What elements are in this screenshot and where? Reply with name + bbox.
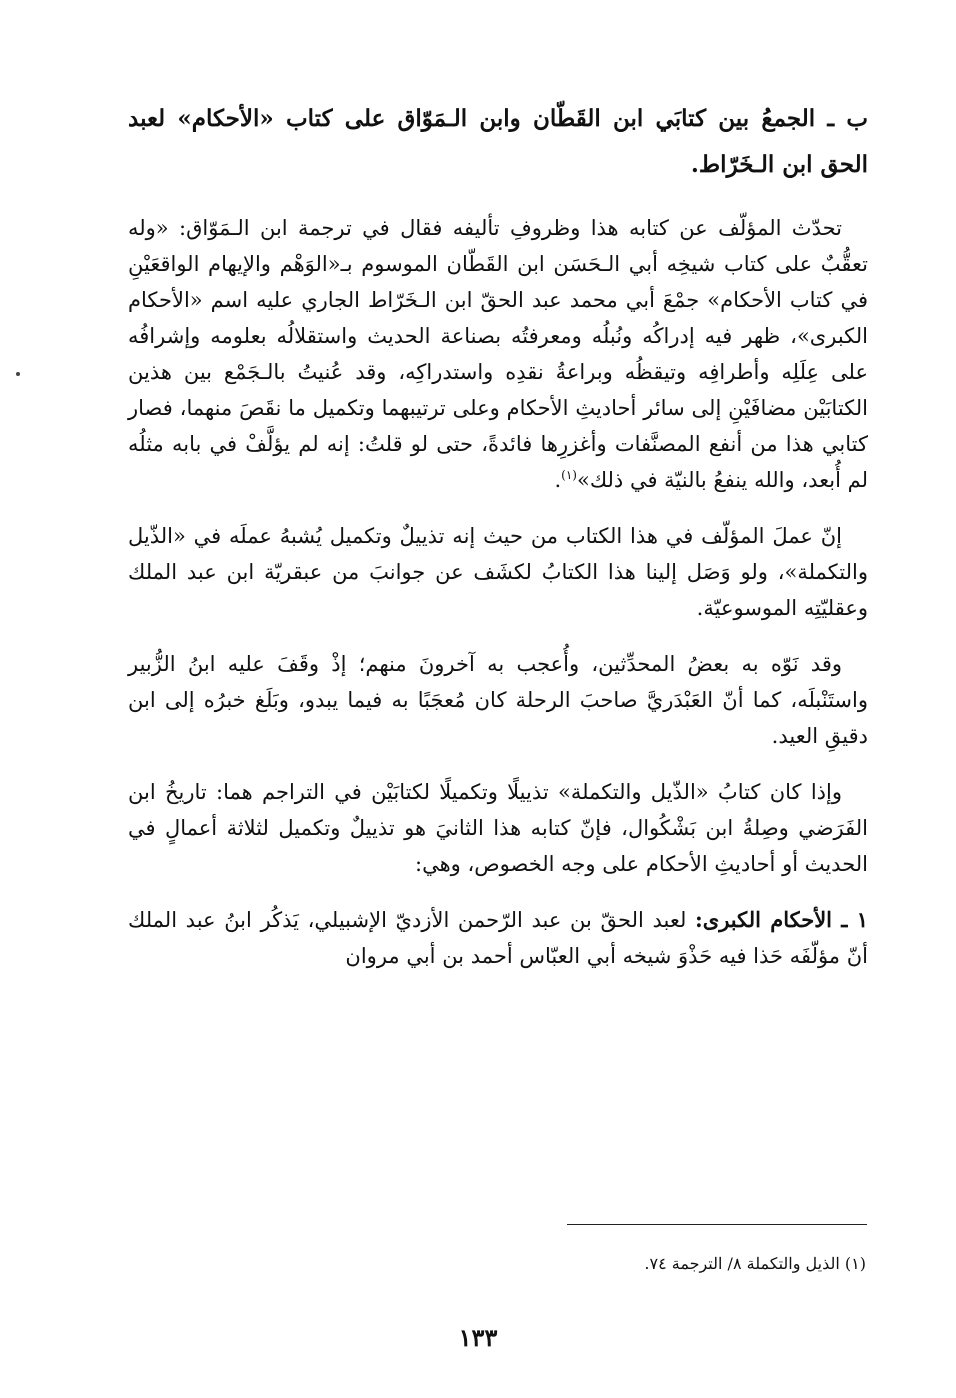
section-heading: ب ـ الجمعُ بين كتابَي ابن القَطّان وابن الـمَوّاق على كتاب «الأحكام» لعبد الحق ابن الـخَرّاط.: [128, 105, 868, 178]
footnote-divider: [567, 1224, 867, 1225]
paragraph-text: تحدّث المؤلّف عن كتابه هذا وظروفِ تأليفه فقال في ترجمة ابن الـمَوّاق: «وله تعقُّبٌ على كتاب شيخِه أبي الـحَسَن ابن القَطّان الموسوم بـ«الوَهْم والإيهام الواقعَيْنِ في كتاب الأحكام» جمْعَ أبي محمد عبد الحقّ ابن الـخَرّاط الجاري عليه اسم «الأحكام الكبرى»، ظهر فيه إدراكُه ونُبلُه ومعرفتُه بصناعة الحديث واستقلالُه بعلومه وإشرافُه على عِلَلِه وأطرافِه وتيقظُه وبراعةُ نقدِه واستدراكِه، وقد عُنيتُ بالـجَمْع بين هذين الكتابَيْن مضافَيْنِ إلى سائر أحاديثِ الأحكام وعلى ترتيبهما وتكميل ما نقَصَ منهما، فصار كتابي هذا من أنفع المصنَّفات وأغزرِها فائدةً، حتى لو قلتُ: إنه لم يؤلَّفْ في بابه مثلُه لم أُبعد، والله ينفعُ بالنيّة في ذلك»: [128, 216, 868, 492]
page-number: ١٣٣: [458, 1323, 498, 1352]
footnote: (١) الذيل والتكملة ٨/ الترجمة ٧٤.: [644, 1254, 866, 1273]
footnote-reference[interactable]: (١): [561, 468, 577, 482]
list-item-text: لعبد الحقّ بن عبد الرّحمن الأزديّ الإشبيلي، يَذكُر ابنُ عبد الملك أنّ مؤلّفَه حَذا فيه حَذْوَ شيخه أبي العبّاس أحمد بن أبي مروان: [128, 908, 868, 968]
page-body: [128, 96, 868, 974]
paragraph-reception: وقد نَوّه به بعضُ المحدِّثين، وأُعجب به آخرونَ منهم؛ إذْ وقَفَ عليه ابنُ الزُّبير واستَنْبلَه، كما أنّ العَبْدَريَّ صاحبَ الرحلة كان مُعجَبًا به فيما يبدو، وبَلَغ خبرُه إلى ابن دقيقِ العيد.: [128, 652, 868, 748]
margin-dot: [16, 372, 20, 376]
paragraph-work-comparison: إنّ عملَ المؤلّف في هذا الكتاب من حيث إنه تذييلٌ وتكميل يُشبهُ عملَه في «الذّيل والتكملة»، ولو وَصَل إلينا هذا الكتابُ لكشَف عن جوانبَ من عبقريّة ابن عبد الملك وعقليّتِه الموسوعيّة.: [128, 524, 868, 620]
paragraph-three-works: وإذا كان كتابُ «الذّيل والتكملة» تذييلًا وتكميلًا لكتابَيْن في التراجم هما: تاريخُ ابن الفَرَضي وصِلةُ ابن بَشْكُوال، فإنّ كتابه هذا الثانيَ هو تذييلٌ وتكميل لثلاثة أعمالٍ في الحديث أو أحاديثِ الأحكام على وجه الخصوص، وهي:: [128, 780, 868, 876]
list-item-title: ١ ـ الأحكام الكبرى:: [695, 907, 868, 932]
paragraph-author-quote: تحدّث المؤلّف عن كتابه هذا وظروفِ تأليفه فقال في ترجمة ابن الـمَوّاق: «وله تعقُّبٌ على كتاب شيخِه أبي الـحَسَن ابن القَطّان الموسوم بـ«الوَهْم والإيهام الواقعَيْنِ في كتاب الأحكام» جمْعَ أبي محمد عبد الحقّ ابن الـخَرّاط الجاري عليه اسم «الأحكام الكبرى»، ظهر فيه إدراكُه ونُبلُه ومعرفتُه بصناعة الحديث واستقلالُه بعلومه وإشرافُه على عِلَلِه وأطرافِه وتيقظُه وبراعةُ نقدِه واستدراكِه، وقد عُنيتُ بالـجَمْع بين هذين الكتابَيْن مضافَيْنِ إلى سائر أحاديثِ الأحكام وعلى ترتيبهما وتكميل ما نقَصَ منهما، فصار كتابي هذا من أنفع المصنَّفات وأغزرِها فائدةً، حتى لو قلتُ: إنه لم يؤلَّفْ في بابه مثلُه لم أُبعد، والله ينفعُ بالنيّة في ذلك»$^{(١)}$.: [128, 216, 868, 492]
list-item-ahkam-kubra: [128, 902, 868, 974]
